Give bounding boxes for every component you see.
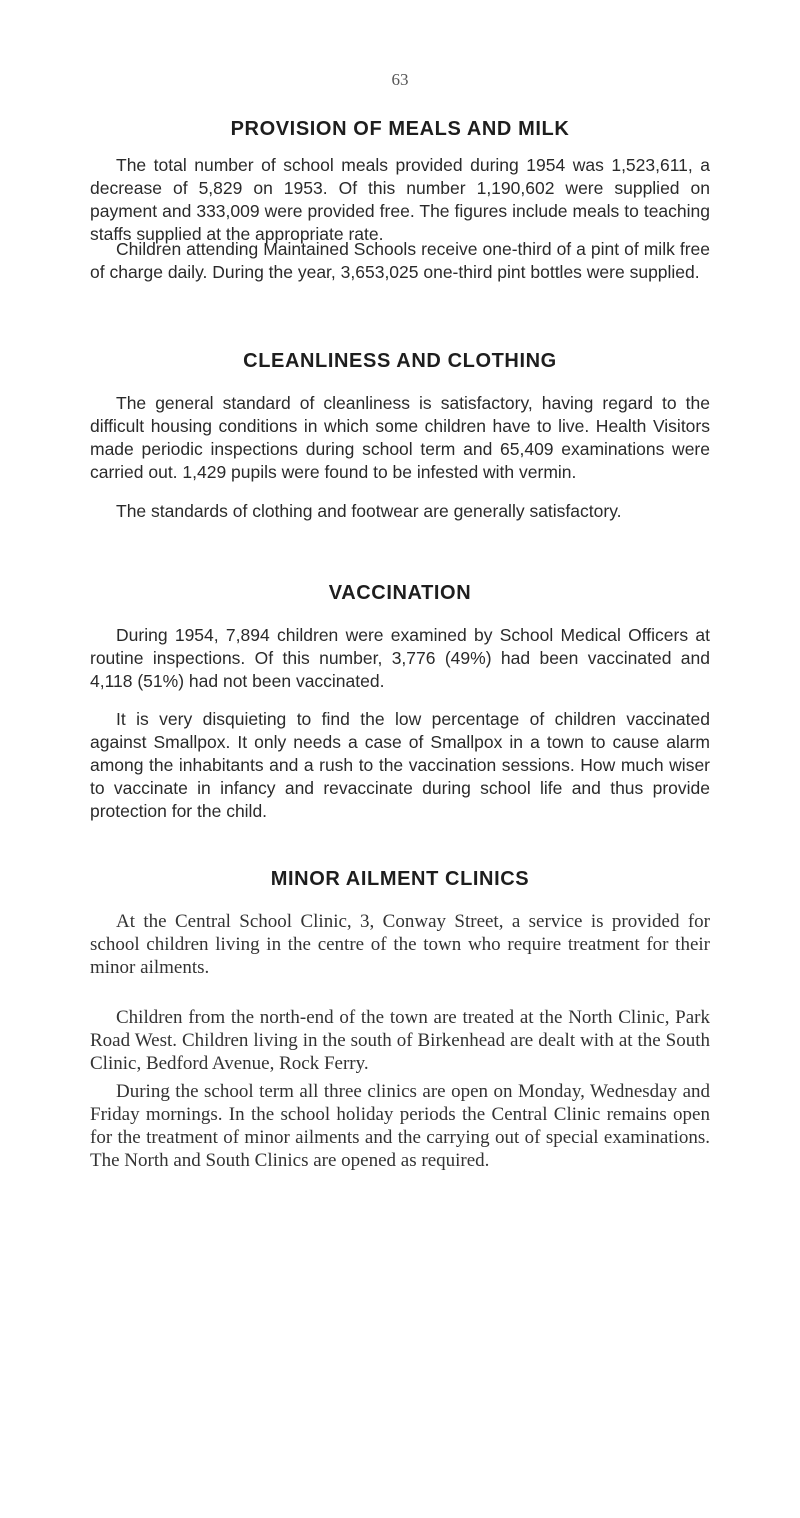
paragraph-north-south-clinics: Children from the north-end of the town are treated at the North Clinic, Park Road West. Children living in the south of Birkenhead are dealt with at the South Clinic, Bedford Avenue, Rock Ferry. [90, 1007, 710, 1074]
paragraph-cleanliness-standard: The general standard of cleanliness is satisfactory, having regard to the difficult housing conditions in which some children have to live. Health Visitors made periodic inspections during school term and 65,409 examinations were carried out. 1,429 pupils were found to be infested with vermin. [90, 393, 710, 482]
paragraph-central-clinic: At the Central School Clinic, 3, Conway Street, a service is provided for school children living in the centre of the town who require treatment for their minor ailments. [90, 911, 710, 978]
paragraph-milk-supply: Children attending Maintained Schools receive one-third of a pint of milk free of charge daily. During the year, 3,653,025 one-third pint bottles were supplied. [90, 239, 710, 282]
paragraph-clinic-hours: During the school term all three clinics are open on Monday, Wednesday and Friday mornings. In the school holiday periods the Central Clinic remains open for the treatment of minor ailments and the carrying out of special examinations. The North and South Clinics are opened as required. [90, 1081, 710, 1171]
paragraph-vaccination-concern: It is very disquieting to find the low percentage of children vaccinated against Smallpox. It only needs a case of Smallpox in a town to cause alarm among the inhabitants and a rush to the vaccination sessions. How much wiser to vaccinate in infancy and revaccinate during school life and thus provide protection for the child. [90, 709, 710, 821]
page-number: 63 [391, 70, 409, 89]
heading-vaccination: VACCINATION [328, 582, 472, 604]
paragraph-clothing-standard: The standards of clothing and footwear are generally satisfactory. [116, 501, 622, 521]
paragraph-vaccination-figures: During 1954, 7,894 children were examined by School Medical Officers at routine inspections. Of this number, 3,776 (49%) had been vaccinated and 4,118 (51%) had not been vaccinated. [90, 625, 710, 691]
heading-meals-and-milk: PROVISION OF MEALS AND MILK [230, 118, 570, 140]
paragraph-meals-total: The total number of school meals provided during 1954 was 1,523,611, a decrease of 5,829 on 1953. Of this number 1,190,602 were supplied on payment and 333,009 were provided free. The figures include meals to teaching staffs supplied at the appropriate rate. [90, 155, 710, 244]
heading-minor-ailment-clinics: MINOR AILMENT CLINICS [270, 868, 530, 890]
heading-cleanliness-and-clothing: CLEANLINESS AND CLOTHING [243, 350, 557, 372]
